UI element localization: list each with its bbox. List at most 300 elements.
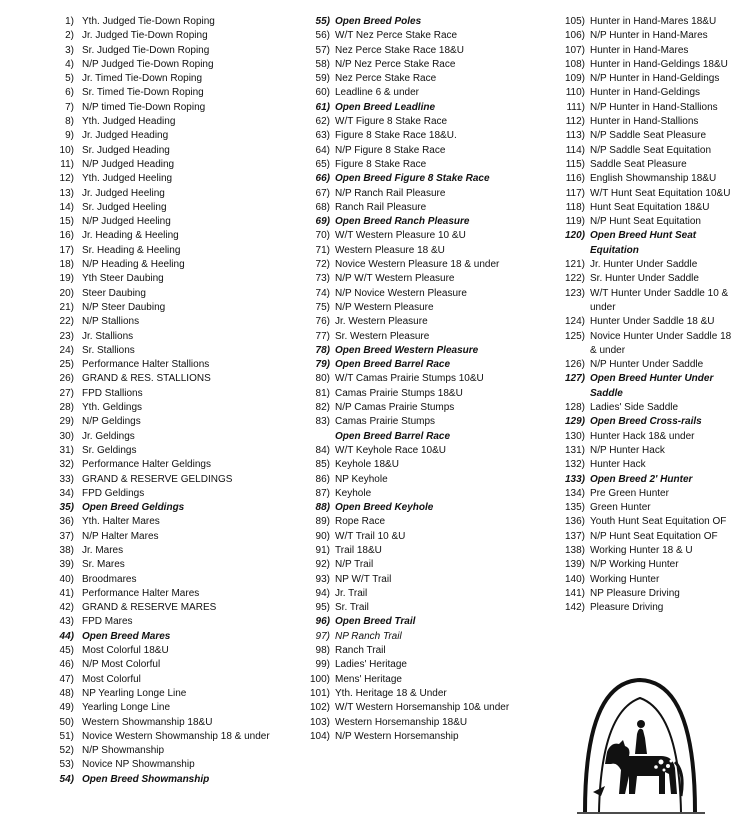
class-list-item xyxy=(555,72,735,86)
class-list-item xyxy=(300,415,550,429)
class-list-item xyxy=(300,444,550,458)
class-number: 25) xyxy=(59,359,74,371)
class-list-item xyxy=(300,272,550,286)
class-name: Camas Prairie Stumps 18&U xyxy=(335,387,463,399)
class-name: Open Breed Cross-rails xyxy=(590,416,702,428)
class-list-item xyxy=(40,358,290,372)
class-number: 90) xyxy=(315,530,330,542)
class-name: Sr. Judged Heeling xyxy=(82,201,167,213)
class-number: 72) xyxy=(315,259,330,271)
class-number: 13) xyxy=(59,187,74,199)
class-number: 65) xyxy=(315,158,330,170)
class-list-item xyxy=(300,530,550,544)
class-number: 30) xyxy=(59,430,74,442)
class-name: Novice Hunter Under Saddle 18 & under xyxy=(590,330,732,356)
class-number: 79) xyxy=(315,359,330,371)
class-list-item xyxy=(555,415,735,429)
class-list-item xyxy=(40,758,290,772)
class-number: 24) xyxy=(59,344,74,356)
class-name: Sr. Judged Heading xyxy=(82,144,170,156)
class-name: N/P Figure 8 Stake Race xyxy=(335,144,446,156)
class-name: Mens' Heritage xyxy=(335,673,402,685)
class-list-item xyxy=(300,730,550,744)
class-list-item xyxy=(555,530,735,544)
class-list-item xyxy=(300,115,550,129)
class-number: 87) xyxy=(315,487,330,499)
class-number: 44) xyxy=(59,630,74,642)
class-name: N/P Western Horsemanship xyxy=(335,730,459,742)
class-name: Open Breed Barrel Race xyxy=(335,359,451,371)
class-name: Saddle Seat Pleasure xyxy=(590,158,687,170)
class-number: 64) xyxy=(315,144,330,156)
class-list-item xyxy=(300,72,550,86)
class-number: 49) xyxy=(59,702,74,714)
class-name: Open Breed Hunt Seat Equitation xyxy=(590,230,697,256)
class-number: 41) xyxy=(59,587,74,599)
class-name: Western Showmanship 18&U xyxy=(82,716,213,728)
class-number: 80) xyxy=(315,373,330,385)
class-list-item xyxy=(555,58,735,72)
class-name: Pleasure Driving xyxy=(590,602,664,614)
class-name: NP Pleasure Driving xyxy=(590,587,680,599)
class-name: N/P Working Hunter xyxy=(590,559,679,571)
class-number: 134) xyxy=(564,487,585,499)
class-list-item xyxy=(555,129,735,143)
class-name: Sr. Stallions xyxy=(82,344,135,356)
class-list-item xyxy=(300,58,550,72)
class-list-item xyxy=(40,515,290,529)
class-number: 139) xyxy=(564,559,585,571)
class-number: 109) xyxy=(564,73,585,85)
class-list-item xyxy=(40,258,290,272)
class-list-item xyxy=(300,515,550,529)
class-list-item xyxy=(555,101,735,115)
class-name: Yth. Judged Heeling xyxy=(82,173,173,185)
class-list-item xyxy=(555,473,735,487)
class-name: Camas Prairie Stumps xyxy=(335,416,436,428)
class-name: N/P Geldings xyxy=(82,416,141,428)
class-name: Sr. Hunter Under Saddle xyxy=(590,273,699,285)
class-number: 120) xyxy=(564,230,585,242)
class-list-item xyxy=(40,644,290,658)
class-list-item xyxy=(40,573,290,587)
class-list-item xyxy=(300,330,550,344)
class-number: 69) xyxy=(315,216,330,228)
class-list-item xyxy=(300,215,550,229)
class-list-item xyxy=(555,215,735,229)
class-list-item xyxy=(40,344,290,358)
class-list-item xyxy=(40,215,290,229)
class-number: 127) xyxy=(564,373,585,385)
class-name: Yth. Judged Heading xyxy=(82,116,176,128)
class-name: N/P Saddle Seat Equitation xyxy=(590,144,712,156)
class-name: Open Breed 2' Hunter xyxy=(590,473,693,485)
class-name: Open Breed Geldings xyxy=(82,502,185,514)
class-list-item xyxy=(40,673,290,687)
class-list-item xyxy=(40,287,290,301)
class-name: W/T Western Pleasure 10 &U xyxy=(335,230,466,242)
class-name: GRAND & RESERVE GELDINGS xyxy=(82,473,233,485)
class-number: 68) xyxy=(315,201,330,213)
class-name: Sr. Heading & Heeling xyxy=(82,244,181,256)
class-number: 102) xyxy=(309,702,330,714)
class-name: GRAND & RES. STALLIONS xyxy=(82,373,211,385)
class-name: N/P Hunter in Hand-Stallions xyxy=(590,101,718,113)
class-list-item xyxy=(40,15,290,29)
class-name: Open Breed Showmanship xyxy=(82,773,210,785)
class-list-item xyxy=(40,86,290,100)
class-list-item xyxy=(300,129,550,143)
class-number: 112) xyxy=(565,116,585,128)
class-name: Jr. Timed Tie-Down Roping xyxy=(82,73,203,85)
class-number: 77) xyxy=(315,330,330,342)
class-name: Nez Perce Stake Race 18&U xyxy=(335,44,464,56)
class-number: 99) xyxy=(315,659,330,671)
class-list-item xyxy=(40,530,290,544)
class-list-item xyxy=(300,501,550,515)
class-name: Yth Steer Daubing xyxy=(82,273,164,285)
class-number: 67) xyxy=(315,187,330,199)
class-list-item xyxy=(40,615,290,629)
class-number: 75) xyxy=(315,301,330,313)
class-list-item xyxy=(40,244,290,258)
class-number: 66) xyxy=(315,173,330,185)
class-column-2 xyxy=(300,15,550,744)
class-list-item xyxy=(300,315,550,329)
class-name: Performance Halter Stallions xyxy=(82,359,210,371)
class-list-item xyxy=(555,430,735,444)
class-list-item xyxy=(300,387,550,401)
class-number: 58) xyxy=(315,58,330,70)
class-name: N/P W/T Western Pleasure xyxy=(335,273,455,285)
class-list-item xyxy=(40,630,290,644)
class-number: 110) xyxy=(565,87,585,99)
class-name: Leadline 6 & under xyxy=(335,87,419,99)
arch-horse-logo-icon xyxy=(565,672,715,822)
class-name: Jr. Judged Heeling xyxy=(82,187,165,199)
class-name: Western Horsemanship 18&U xyxy=(335,716,468,728)
class-number: 10) xyxy=(59,144,74,156)
class-list-item xyxy=(300,187,550,201)
class-list-item xyxy=(300,101,550,115)
class-number: 3) xyxy=(65,44,74,56)
class-number: 61) xyxy=(315,101,330,113)
class-name: Open Breed Trail xyxy=(335,616,416,628)
class-number: 141) xyxy=(564,587,585,599)
class-name: Hunter in Hand-Geldings 18&U xyxy=(590,58,728,70)
class-list-item xyxy=(40,229,290,243)
class-number: 105) xyxy=(564,16,585,27)
class-name: Hunter in Hand-Mares 18&U xyxy=(590,16,717,27)
class-name: N/P Heading & Heeling xyxy=(82,259,185,271)
class-number: 16) xyxy=(59,230,74,242)
class-name: N/P Showmanship xyxy=(82,745,165,757)
class-name: N/P Ranch Rail Pleasure xyxy=(335,187,446,199)
class-name: FPD Stallions xyxy=(82,387,143,399)
class-name: Yearling Longe Line xyxy=(82,702,171,714)
class-list-item xyxy=(40,387,290,401)
class-number: 140) xyxy=(564,573,585,585)
class-name: Yth. Geldings xyxy=(82,402,143,414)
class-number: 18) xyxy=(59,259,74,271)
class-list-item xyxy=(300,615,550,629)
class-list-item xyxy=(40,658,290,672)
class-number: 53) xyxy=(59,759,74,771)
class-name: Jr. Geldings xyxy=(82,430,135,442)
class-name: NP Yearling Longe Line xyxy=(82,687,187,699)
class-name: Jr. Stallions xyxy=(82,330,134,342)
class-list-item xyxy=(555,15,735,29)
class-list-item xyxy=(300,372,550,386)
class-list-item xyxy=(300,687,550,701)
class-number: 135) xyxy=(564,502,585,514)
class-list-item xyxy=(40,172,290,186)
class-list-item xyxy=(300,701,550,715)
class-number: 8) xyxy=(65,116,74,128)
class-number: 117) xyxy=(565,187,585,199)
class-number: 26) xyxy=(59,373,74,385)
class-name: Keyhole xyxy=(335,487,372,499)
class-number: 119) xyxy=(565,216,585,228)
class-number: 137) xyxy=(564,530,585,542)
class-number: 130) xyxy=(564,430,585,442)
class-list-item xyxy=(300,158,550,172)
class-list-item xyxy=(555,315,735,329)
class-list-item xyxy=(555,515,735,529)
class-list-item xyxy=(555,330,735,359)
class-name: Western Pleasure 18 &U xyxy=(335,244,445,256)
class-name: Ladies' Heritage xyxy=(335,659,407,671)
class-list-item xyxy=(40,501,290,515)
class-number: 104) xyxy=(309,730,330,742)
class-name: Novice Western Pleasure 18 & under xyxy=(335,259,500,271)
class-number: 32) xyxy=(59,459,74,471)
class-list-item xyxy=(555,573,735,587)
class-number: 94) xyxy=(315,587,330,599)
class-list-item xyxy=(40,301,290,315)
class-number: 48) xyxy=(59,687,74,699)
class-number: 108) xyxy=(564,58,585,70)
class-list-item xyxy=(40,372,290,386)
class-number: 84) xyxy=(315,444,330,456)
class-name: W/T Keyhole Race 10&U xyxy=(335,444,446,456)
class-list-item xyxy=(300,487,550,501)
class-number: 131) xyxy=(564,444,585,456)
class-number: 114) xyxy=(565,144,585,156)
class-list-item xyxy=(300,601,550,615)
class-list-item xyxy=(40,444,290,458)
class-name: Sr. Mares xyxy=(82,559,125,571)
class-name: Working Hunter 18 & U xyxy=(590,544,693,556)
class-number: 57) xyxy=(315,44,330,56)
class-name: Novice NP Showmanship xyxy=(82,759,195,771)
class-list-item xyxy=(300,573,550,587)
class-name: Hunter in Hand-Stallions xyxy=(590,116,699,128)
class-list-item xyxy=(555,487,735,501)
class-name: Ladies' Side Saddle xyxy=(590,402,679,414)
class-list-item xyxy=(40,544,290,558)
class-list-item xyxy=(555,172,735,186)
class-number: 59) xyxy=(315,73,330,85)
class-list-item xyxy=(40,201,290,215)
class-number: 35) xyxy=(59,502,74,514)
class-number: 45) xyxy=(59,645,74,657)
class-name: Ranch Trail xyxy=(335,645,386,657)
class-name: N/P Judged Heading xyxy=(82,158,175,170)
class-name: W/T Hunter Under Saddle 10 & under xyxy=(590,287,729,313)
class-number: 4) xyxy=(65,58,74,70)
class-list-item xyxy=(40,473,290,487)
class-name: Most Colorful xyxy=(82,673,141,685)
class-number: 71) xyxy=(315,244,330,256)
class-name: N/P Halter Mares xyxy=(82,530,159,542)
class-name: W/T Nez Perce Stake Race xyxy=(335,30,458,42)
class-list-item xyxy=(40,44,290,58)
class-name: Jr. Western Pleasure xyxy=(335,316,428,328)
class-name: Sr. Judged Tie-Down Roping xyxy=(82,44,210,56)
class-number: 132) xyxy=(564,459,585,471)
class-list-item xyxy=(300,458,550,472)
class-number: 46) xyxy=(59,659,74,671)
class-name: N/P Western Pleasure xyxy=(335,301,434,313)
class-list-item xyxy=(300,401,550,415)
class-name: Jr. Trail xyxy=(335,587,368,599)
class-name: N/P Hunt Seat Equitation xyxy=(590,216,701,228)
class-name: N/P Hunt Seat Equitation OF xyxy=(590,530,718,542)
class-number: 47) xyxy=(59,673,74,685)
class-number: 78) xyxy=(315,344,330,356)
class-number: 27) xyxy=(59,387,74,399)
class-name: Green Hunter xyxy=(590,502,651,514)
class-name: N/P Hunter in Hand-Mares xyxy=(590,30,708,42)
class-list-item xyxy=(555,86,735,100)
class-name: FPD Geldings xyxy=(82,487,145,499)
class-name: Jr. Hunter Under Saddle xyxy=(590,259,698,271)
class-name: N/P timed Tie-Down Roping xyxy=(82,101,206,113)
class-number: 73) xyxy=(315,273,330,285)
class-list-item xyxy=(40,687,290,701)
class-name: Hunter in Hand-Mares xyxy=(590,44,689,56)
class-name: N/P Most Colorful xyxy=(82,659,161,671)
class-number: 33) xyxy=(59,473,74,485)
class-number: 43) xyxy=(59,616,74,628)
class-number: 37) xyxy=(59,530,74,542)
class-name: Jr. Mares xyxy=(82,544,124,556)
class-number: 92) xyxy=(315,559,330,571)
class-number: 85) xyxy=(315,459,330,471)
class-list-item xyxy=(555,258,735,272)
class-list-item xyxy=(40,315,290,329)
class-number: 51) xyxy=(59,730,74,742)
class-list-item xyxy=(300,301,550,315)
class-number: 50) xyxy=(59,716,74,728)
class-number: 125) xyxy=(564,330,585,342)
class-number: 76) xyxy=(315,316,330,328)
class-number: 11) xyxy=(60,158,74,170)
class-number: 133) xyxy=(564,473,585,485)
class-name: Hunter Hack 18& under xyxy=(590,430,695,442)
class-name: Open Breed Hunter Under Saddle xyxy=(590,373,714,399)
class-list-item xyxy=(40,730,290,744)
class-number: 121) xyxy=(564,259,585,271)
class-list-item xyxy=(300,358,550,372)
class-list-item xyxy=(300,473,550,487)
class-name: Open Breed Poles xyxy=(335,16,422,27)
class-number: 138) xyxy=(564,544,585,556)
class-number: 22) xyxy=(59,316,74,328)
class-name: Performance Halter Geldings xyxy=(82,459,211,471)
class-list-item xyxy=(300,644,550,658)
class-list-item xyxy=(40,115,290,129)
class-name: Yth. Halter Mares xyxy=(82,516,160,528)
class-list-item xyxy=(555,272,735,286)
class-name: Open Breed Keyhole xyxy=(335,502,434,514)
class-number: 106) xyxy=(564,30,585,42)
class-number: 63) xyxy=(315,130,330,142)
class-number: 19) xyxy=(59,273,74,285)
class-name: FPD Mares xyxy=(82,616,133,628)
class-number: 1) xyxy=(65,16,74,27)
class-name: Ranch Rail Pleasure xyxy=(335,201,427,213)
class-name: N/P Camas Prairie Stumps xyxy=(335,402,455,414)
class-name: Jr. Judged Heading xyxy=(82,130,169,142)
class-list-item xyxy=(300,630,550,644)
class-name: Keyhole 18&U xyxy=(335,459,399,471)
class-number: 39) xyxy=(59,559,74,571)
class-number: 9) xyxy=(65,130,74,142)
class-name: Hunter Hack xyxy=(590,459,646,471)
class-number: 97) xyxy=(315,630,330,642)
class-name: Yth. Heritage 18 & Under xyxy=(335,687,447,699)
class-number: 83) xyxy=(315,416,330,428)
class-name: W/T Figure 8 Stake Race xyxy=(335,116,448,128)
class-list-item xyxy=(40,487,290,501)
class-list-item xyxy=(555,115,735,129)
class-list-item xyxy=(40,58,290,72)
class-name: Sr. Western Pleasure xyxy=(335,330,430,342)
class-name: Hunter Under Saddle 18 &U xyxy=(590,316,715,328)
class-name: Open Breed Leadline xyxy=(335,101,436,113)
class-list-item xyxy=(40,601,290,615)
class-list-item xyxy=(300,558,550,572)
class-list-item xyxy=(40,187,290,201)
class-name: N/P Saddle Seat Pleasure xyxy=(590,130,707,142)
class-number: 55) xyxy=(315,16,330,27)
class-name: Pre Green Hunter xyxy=(590,487,669,499)
class-number: 14) xyxy=(59,201,74,213)
class-number: 31) xyxy=(59,444,74,456)
class-list-item xyxy=(40,101,290,115)
class-number: 62) xyxy=(315,116,330,128)
class-name: Figure 8 Stake Race 18&U. xyxy=(335,130,457,142)
class-list-item xyxy=(555,501,735,515)
class-number: 86) xyxy=(315,473,330,485)
class-name: N/P Novice Western Pleasure xyxy=(335,287,467,299)
class-number: 124) xyxy=(564,316,585,328)
class-name: English Showmanship 18&U xyxy=(590,173,717,185)
class-name: Youth Hunt Seat Equitation OF xyxy=(590,516,727,528)
class-list-item xyxy=(300,172,550,186)
class-number: 7) xyxy=(65,101,74,113)
class-name: N/P Stallions xyxy=(82,316,140,328)
class-name: N/P Trail xyxy=(335,559,374,571)
class-list-item xyxy=(555,358,735,372)
class-list-item xyxy=(40,401,290,415)
class-list-item xyxy=(555,544,735,558)
class-name: Performance Halter Mares xyxy=(82,587,200,599)
class-list-item xyxy=(40,29,290,43)
class-number: 36) xyxy=(59,516,74,528)
